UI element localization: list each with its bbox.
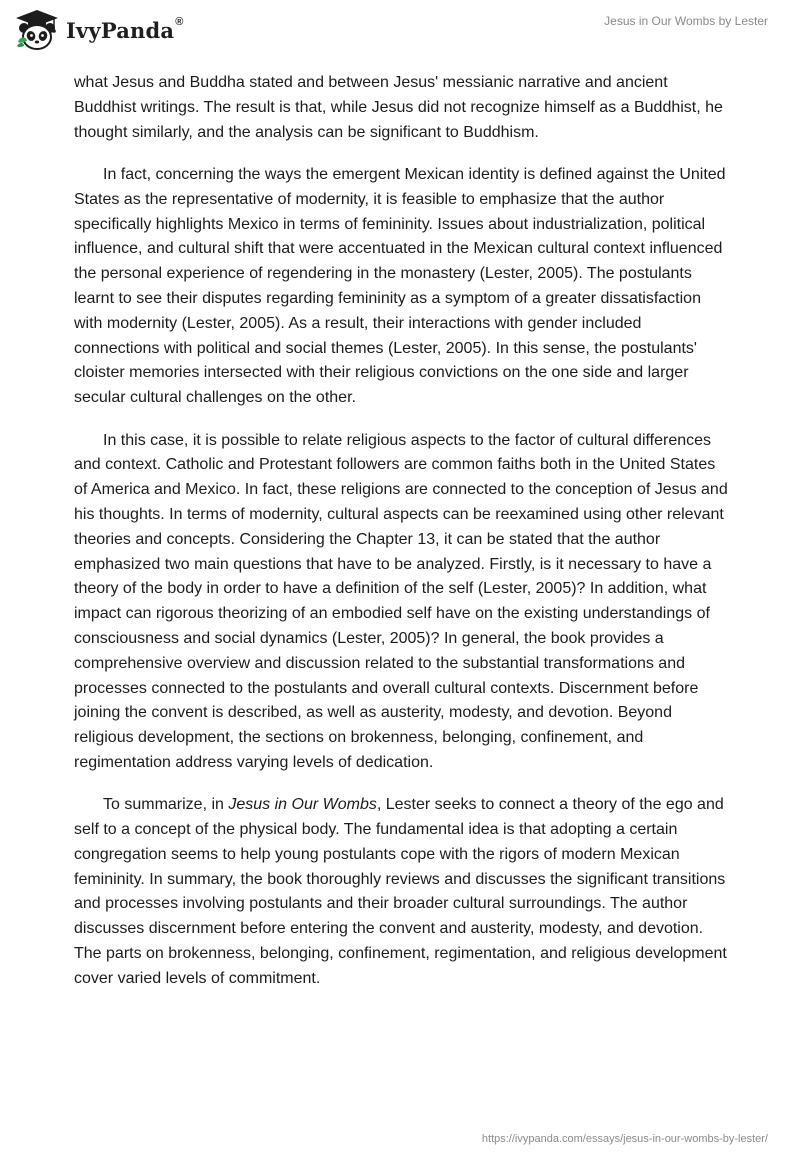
panda-graduation-cap-icon xyxy=(14,8,60,52)
paragraph-text: what Jesus and Buddha stated and between Jesus' messianic narrative and ancient Buddhist writings. The result is that, while Jesus did not recognize himself as a Buddhist, he thought similarly, and the analysis can be significant to Buddhism. xyxy=(74,74,723,141)
paragraph-2 xyxy=(74,163,728,411)
document-title: Jesus in Our Wombs by Lester xyxy=(604,14,768,28)
paragraph-text: To summarize, in xyxy=(103,796,229,814)
essay-body xyxy=(74,71,728,1009)
brand-logo[interactable] xyxy=(14,8,184,52)
paragraph-text: In fact, concerning the ways the emergent Mexican identity is defined against the United States as the representative of modernity, it is feasible to emphasize that the author specifically highlights Mexico in terms of femininity. Issues about industrialization, political influence, and cultural shift that were accentuated in the Mexican cultural context influenced the personal experience of regendering in the monastery (Lester, 2005). The postulants learnt to see their disputes regarding femininity as a symptom of a greater dissatisfaction with modernity (Lester, 2005). As a result, their interactions with gender included connections with political and social themes (Lester, 2005). In this sense, the postulants' cloister memories intersected with their religious convictions on the one side and larger secular cultural challenges on the other. xyxy=(74,165,726,407)
book-title: Jesus in Our Wombs xyxy=(228,796,377,814)
paragraph-1 xyxy=(74,71,728,145)
registered-mark: ® xyxy=(175,15,184,28)
paragraph-text: , Lester seeks to connect a theory of the ego and self to a concept of the physical body. The fundamental idea is that adopting a certain congregation seems to help young postulants cope with the rigors of modern Mexican femininity. In summary, the book thoroughly reviews and discusses the significant transitions and processes involving postulants and their broader cultural surroundings. The author discusses discernment before entering the convent and austerity, modesty, and devotion. The parts on brokenness, belonging, confinement, regimentation, and religious development cover varied levels of commitment. xyxy=(74,796,727,987)
source-url-link[interactable]: https://ivypanda.com/essays/jesus-in-our-wombs-by-lester/ xyxy=(481,1133,768,1145)
paragraph-4 xyxy=(74,793,728,991)
page-header xyxy=(0,0,800,60)
paragraph-3 xyxy=(74,429,728,776)
paragraph-text: In this case, it is possible to relate religious aspects to the factor of cultural differences and context. Catholic and Protestant followers are common faiths both in the United States of America and Mexico. In fact, these religions are connected to the conception of Jesus and his thoughts. In terms of modernity, cultural aspects can be reexamined using other relevant theories and concepts. Considering the Chapter 13, it can be stated that the author emphasized two main questions that have to be analyzed. Firstly, is it necessary to have a theory of the body in order to have a definition of the self (Lester, 2005)? In addition, what impact can rigorous theorizing of an embodied self have on the existing understandings of consciousness and social dynamics (Lester, 2005)? In general, the book provides a comprehensive overview and discussion related to the substantial transformations and processes connected to the postulants and overall cultural contexts. Discernment before joining the convent is described, as well as austerity, modesty, and devotion. Beyond religious development, the sections on brokenness, belonging, confinement, and regimentation address varying levels of dedication. xyxy=(74,431,728,771)
brand-name: IvyPanda® xyxy=(66,15,184,43)
